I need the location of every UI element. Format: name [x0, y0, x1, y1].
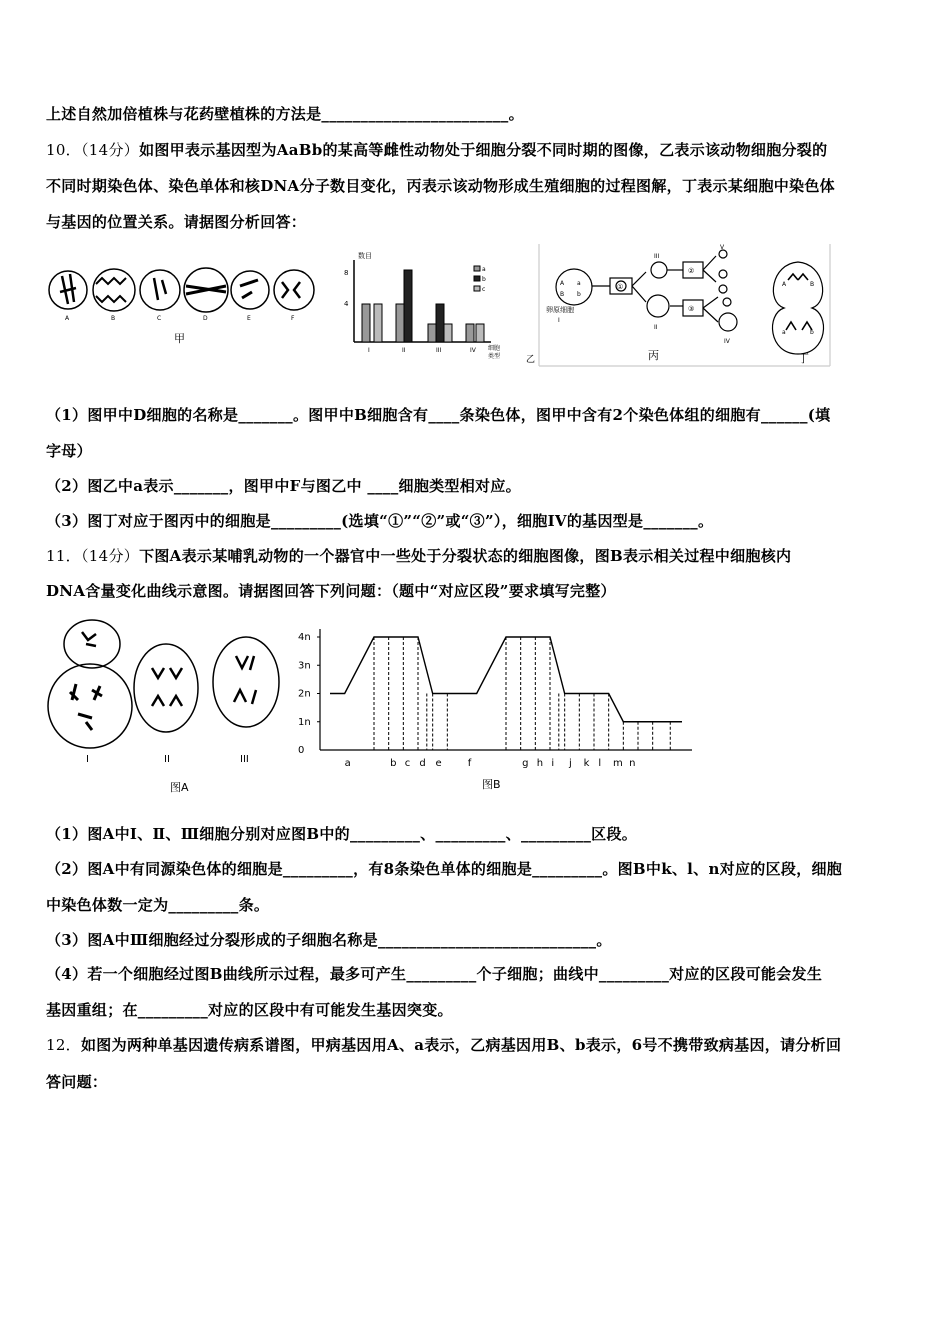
cell-ii-chromosomes [152, 668, 182, 706]
yi-bar-3c [444, 324, 452, 342]
segment-label-i: i [551, 758, 555, 769]
segment-label-j: j [569, 758, 572, 769]
bing-cell-ii [647, 295, 669, 317]
question-11-part-4-line-1: （4）若一个细胞经过图B曲线所示过程，最多可产生_________个子细胞；曲线中_________对应的区段可能会发生 [46, 965, 823, 983]
figure-a-svg [46, 610, 291, 800]
ding-gene-b-upper: B [810, 281, 815, 288]
cell-c-circle [140, 270, 180, 310]
yi-bar-2b [404, 270, 412, 342]
question-11-text-1: 下图A表示某哺乳动物的一个器官中一些处于分裂状态的细胞图像，图B表示相关过程中细胞核内 [139, 547, 792, 565]
y-tick-label: 1n [298, 716, 311, 728]
segment-label-b: b [390, 758, 397, 769]
cell-f-chromosomes [282, 282, 300, 298]
bing-roman-ii: II [654, 324, 658, 331]
question-12-line-1 [46, 1034, 841, 1055]
jia-cells [49, 268, 314, 312]
chart-y-ticks [298, 632, 320, 756]
segment-label-n: n [629, 758, 636, 769]
ding-gene-a-lower: a [782, 329, 786, 336]
yi-bar-1a [362, 304, 370, 342]
cell-e-chromosomes [240, 280, 258, 298]
yi-legend-c-swatch [474, 286, 480, 291]
bing-num-2: ② [688, 267, 695, 275]
bing-num-3: ③ [688, 305, 695, 313]
jia-label: 甲 [174, 332, 185, 345]
segment-label-m: m [613, 758, 623, 769]
cell-a-chromosomes [60, 274, 76, 304]
y-tick-label: 2n [298, 688, 311, 700]
bing-roman-v: V [720, 244, 725, 251]
cell-e-circle [231, 271, 269, 309]
yi-x-title-2: 类型 [488, 353, 501, 360]
yi-tick-8: 8 [344, 269, 349, 277]
yi-bar-4a [466, 324, 474, 342]
gene-b-upper: B [560, 291, 565, 298]
chart-segment-labels [345, 758, 636, 769]
segment-label-g: g [522, 758, 529, 769]
cell-i-chromosomes-bottom [70, 684, 102, 730]
question-10-part-3: （3）图丁对应于图丙中的细胞是_________(选填“①”“②”或“③”），细胞IV的基因型是_______。 [46, 512, 714, 530]
yi-legend-b-swatch [474, 276, 480, 281]
segment-label-l: l [598, 758, 602, 769]
yi-tick-4: 4 [344, 300, 349, 308]
yi-bar-1c [374, 304, 382, 342]
question-10-line-2: 不同时期染色体、染色单体和核DNA分子数目变化，丙表示该动物形成生殖细胞的过程图解，丁表示某细胞中染色体 [46, 177, 835, 195]
question-11-line-2: DNA含量变化曲线示意图。请据图回答下列问题：（题中“对应区段”要求填写完整） [46, 582, 616, 600]
cell-letter-d: D [203, 315, 208, 322]
cell-i-lower [48, 664, 132, 748]
question-11-number: 11．（14分） [46, 547, 140, 565]
yi-y-title: 数目 [358, 252, 372, 260]
bing-roman-iii: III [654, 253, 660, 260]
yi-legend-b: b [482, 276, 486, 283]
bing-oogonium [556, 269, 592, 305]
cell-b-chromosomes [96, 278, 126, 302]
bing-cell-iii [651, 262, 667, 278]
segment-label-f: f [467, 758, 472, 769]
bing-diagram [539, 244, 830, 366]
yi-x-cat-1: I [368, 347, 370, 354]
yi-bar-4c [476, 324, 484, 342]
yi-x-title-1: 细胞 [488, 345, 501, 352]
bing-branch-1 [632, 272, 646, 302]
question-11-part-4-line-2: 基因重组；在_________对应的区段中有可能发生基因突变。 [46, 1001, 453, 1019]
segment-label-h: h [536, 758, 544, 769]
bing-cell-label-2: I [558, 317, 560, 324]
gene-b-lower: b [577, 291, 581, 298]
question-10-part-1-line-2: 字母） [46, 442, 92, 460]
yi-bar-chart [344, 251, 535, 365]
bing-roman-iv: IV [724, 338, 730, 345]
bing-polar-2 [719, 270, 727, 278]
line-flower-method: 上述自然加倍植株与花药壁植株的方法是________________________。 [46, 105, 524, 123]
question-10-line-1 [46, 139, 827, 160]
bing-num-1: ① [617, 283, 624, 291]
segment-label-e: e [435, 758, 442, 769]
question-11-part-2-line-2: 中染色体数一定为_________条。 [46, 896, 270, 914]
figure-cell-division-set [46, 242, 836, 372]
yi-legend-a: a [482, 266, 486, 273]
question-10-part-1-line-1: （1）图甲中D细胞的名称是_______。图甲中B细胞含有____条染色体，图甲中含有2个染色体组的细胞有______(填 [46, 406, 831, 424]
yi-bar-2a [396, 304, 404, 342]
question-12-number: 12． [46, 1036, 81, 1054]
ding-chromosomes [786, 274, 815, 330]
bing-polar-1 [719, 250, 727, 258]
cell-iii-chromosomes [234, 656, 256, 704]
yi-x-cat-4: IV [470, 347, 476, 354]
bing-polar-3 [719, 285, 727, 293]
ding-label: 丁 [798, 352, 809, 365]
question-11-part-2-line-1: （2）图A中有同源染色体的细胞是_________，有8条染色单体的细胞是_________。图B中k、l、n对应的区段，细胞 [46, 860, 843, 878]
yi-label: 乙 [526, 355, 536, 365]
cell-ii [134, 644, 198, 732]
figa-label: 图A [170, 781, 189, 794]
yi-x-cat-2: II [402, 347, 406, 354]
segment-label-c: c [404, 758, 411, 769]
question-10-line-3: 与基因的位置关系。请据图分析回答： [46, 213, 307, 231]
question-11-part-3: （3）图A中Ⅲ细胞经过分裂形成的子细胞名称是____________________________。 [46, 931, 612, 949]
bing-label: 丙 [648, 349, 659, 362]
bing-cell-label-1: 卵原细胞 [546, 306, 574, 314]
gene-a-lower: a [577, 280, 581, 287]
gene-a-upper: A [560, 280, 565, 287]
ding-cell [772, 262, 823, 354]
figure-b-chart [292, 625, 712, 800]
cell-letter-a: A [65, 315, 70, 322]
cell-i-chromosomes-top [82, 632, 96, 646]
y-tick-label: 4n [298, 632, 311, 643]
ding-outline [772, 262, 823, 354]
question-10-number: 10．（14分） [46, 141, 140, 159]
ding-gene-b-lower: b [810, 329, 814, 336]
cell-letter-c: C [157, 315, 162, 322]
question-11-part-1: （1）图A中Ⅰ、Ⅱ、Ⅲ细胞分别对应图B中的_________、_________、_________区段。 [46, 825, 638, 843]
cell-letter-e: E [247, 315, 251, 322]
figa-roman-ii: II [164, 754, 170, 765]
cell-iii [213, 637, 279, 727]
segment-label-k: k [583, 758, 590, 769]
chart-title: 图B [482, 778, 501, 791]
jia-cell-letters [65, 315, 295, 322]
bing-polar-4 [723, 298, 731, 306]
question-11-line-1 [46, 545, 791, 566]
cell-b-circle [93, 269, 135, 311]
figure-a [46, 610, 291, 800]
cell-letter-b: B [111, 315, 116, 322]
question-12-text-1: 如图为两种单基因遗传病系谱图，甲病基因用A、a表示，乙病基因用B、b表示，6号不携带致病基因，请分析回 [81, 1036, 842, 1054]
bing-egg [719, 313, 737, 331]
chart-dashes [374, 637, 670, 750]
question-10-text-1: 如图甲表示基因型为AaBb的某高等雌性动物处于细胞分裂不同时期的图像，乙表示该动物细胞分裂的 [139, 141, 828, 159]
yi-bar-3b [436, 304, 444, 342]
cell-c-chromosomes [154, 278, 166, 300]
ding-gene-a-upper: A [782, 281, 787, 288]
y-tick-label: 3n [298, 660, 311, 672]
segment-label-a: a [344, 758, 351, 769]
figa-roman-iii: III [240, 754, 249, 765]
yi-x-cat-3: III [436, 347, 442, 354]
figa-roman-i: I [86, 754, 89, 765]
y-tick-label: 0 [298, 745, 305, 756]
cell-letter-f: F [291, 315, 295, 322]
question-10-part-2: （2）图乙中a表示_______，图甲中F与图乙中 ____细胞类型相对应。 [46, 477, 521, 495]
figure-b [292, 625, 712, 800]
yi-legend-a-swatch [474, 266, 480, 271]
bing-branch-2 [703, 256, 718, 322]
cell-d-chromosomes [186, 286, 226, 294]
yi-bar-3a [428, 324, 436, 342]
question-12-line-2: 答问题： [46, 1073, 108, 1091]
figure-1-svg [46, 242, 836, 372]
yi-legend-c: c [482, 286, 486, 293]
segment-label-d: d [419, 758, 426, 769]
